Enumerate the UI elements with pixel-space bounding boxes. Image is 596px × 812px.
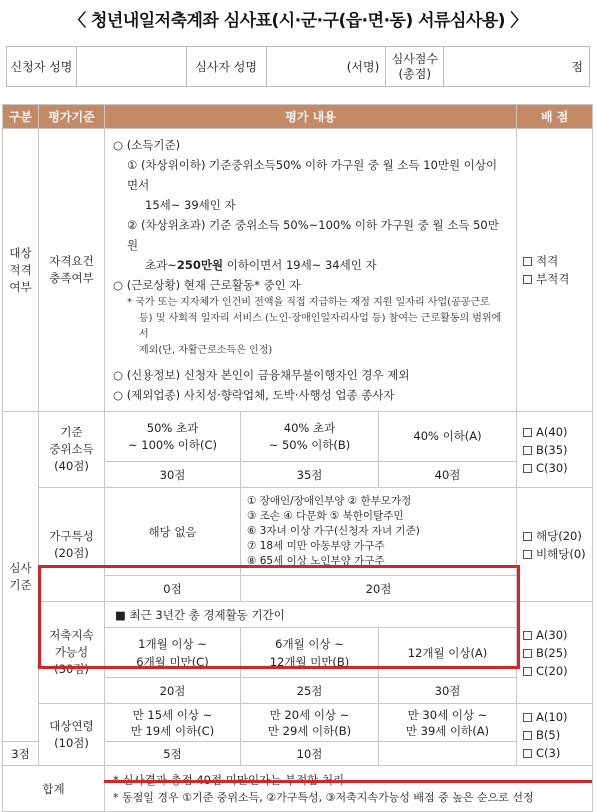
reviewer-name-label: 심사자 성명 xyxy=(186,47,266,87)
credit-info-item: ○ (신용정보) 신청자 본인이 금융채무불이행자인 경우 제외 xyxy=(113,368,410,382)
household-list xyxy=(241,488,517,576)
income-option-a: 40% 이하(A) xyxy=(379,412,517,462)
savings-option-b: 6개월 이상 ~ 12개월 미만(B) xyxy=(241,628,379,678)
age-option-b: 만 20세 이상 ~ 만 29세 이하(B) xyxy=(241,704,379,742)
check-savings-b[interactable] xyxy=(523,644,592,662)
checkbox-icon[interactable] xyxy=(523,713,532,722)
household-score-none: 0점 xyxy=(105,576,241,602)
household-item: ⑧ 65세 이상 노인부양 가구주 xyxy=(247,555,385,567)
check-label: 부적격 xyxy=(536,272,570,286)
checkbox-icon[interactable] xyxy=(523,257,532,266)
checkbox-icon[interactable] xyxy=(523,550,532,559)
income-criterion: 기준 중위소득 (40점) xyxy=(39,412,105,488)
check-household-yes[interactable] xyxy=(523,527,592,545)
checkbox-icon[interactable] xyxy=(523,532,532,541)
check-age-b[interactable] xyxy=(523,726,592,744)
age-score-a: 10점 xyxy=(241,742,379,766)
excluded-industry-item: ○ (제외업종) 사치성·향락업체, 도박·사행성 업종 종사자 xyxy=(113,388,395,402)
signature-label: (서명) xyxy=(346,60,380,74)
check-savings-a[interactable] xyxy=(523,626,592,644)
income-item-1-cont: 15세~ 39세인 자 xyxy=(145,198,236,212)
check-age-a[interactable] xyxy=(523,708,592,726)
score-unit: 점 xyxy=(571,60,583,74)
applicant-name-label: 신청자 성명 xyxy=(7,47,77,87)
total-label: 합계 xyxy=(3,766,105,812)
income-item-1: ① (차상위이하) 기준중위소득50% 이하 가구원 중 월 소득 10만원 이상이면서 xyxy=(127,158,498,192)
checkbox-icon[interactable] xyxy=(523,649,532,658)
check-label: A(30) xyxy=(536,627,568,642)
review-category: 심사 기준 xyxy=(3,412,39,742)
applicant-name-field[interactable] xyxy=(76,47,186,87)
household-item: ③ 조손 ④ 다문화 ⑤ 북한이탈주민 xyxy=(247,510,404,522)
age-checks xyxy=(517,704,593,766)
income-checks xyxy=(517,412,593,488)
check-label: 해당(20) xyxy=(536,528,582,543)
savings-criterion: 저축지속 가능성 (30점) xyxy=(39,602,105,704)
age-option-c: 만 15세 이상 ~ 만 19세 이하(C) xyxy=(105,704,241,742)
check-ineligible[interactable] xyxy=(523,270,592,288)
check-label: C(20) xyxy=(536,663,568,678)
score-label: 심사점수 (총점) xyxy=(386,47,444,87)
total-notes xyxy=(105,766,593,812)
age-criterion: 대상연령 (10점) xyxy=(39,704,105,766)
household-checks xyxy=(517,488,593,602)
household-none: 해당 없음 xyxy=(105,488,241,576)
check-label: 비해당(0) xyxy=(536,546,586,561)
check-label: A(10) xyxy=(536,709,568,724)
household-score-yes: 20점 xyxy=(241,576,517,602)
income-standard-heading: ○ (소득기준) xyxy=(113,138,181,152)
work-note-2: 등) 및 사회적 일자리 서비스 (노인·장애인일자리사업 등) 참여는 근로활동의 범위에서 xyxy=(139,313,502,340)
checkbox-icon[interactable] xyxy=(523,446,532,455)
work-note-1: * 국가 또는 지자체가 인건비 전액을 직접 지급하는 재정 지원 일자리 사업(공공근로 xyxy=(127,297,490,308)
income-score-c: 30점 xyxy=(105,462,241,488)
income-item-2-suffix: 이하이면서 19세~ 34세인 자 xyxy=(223,258,377,272)
eligibility-checks xyxy=(517,129,593,412)
checkbox-icon[interactable] xyxy=(523,464,532,473)
eligibility-criterion: 자격요건 충족여부 xyxy=(39,129,105,412)
reviewer-signature-field[interactable] xyxy=(266,47,386,87)
evaluation-table xyxy=(2,104,593,812)
check-label: 적격 xyxy=(536,254,559,268)
age-option-a: 만 30세 이상 ~ 만 39세 이하(A) xyxy=(379,704,517,742)
check-household-no[interactable] xyxy=(523,545,592,563)
checkbox-icon[interactable] xyxy=(523,667,532,676)
savings-score-c: 20점 xyxy=(105,678,241,704)
header-criterion: 평가기준 xyxy=(39,105,105,129)
check-label: B(5) xyxy=(536,727,561,742)
check-age-c[interactable] xyxy=(523,744,592,762)
header-content: 평가 내용 xyxy=(105,105,517,129)
savings-score-a: 30점 xyxy=(379,678,517,704)
income-item-2: ② (차상위초과) 기준 중위소득 50%~100% 이하 가구원 중 월 소득 50만원 xyxy=(127,218,499,252)
check-label: C(30) xyxy=(536,460,568,475)
check-label: B(35) xyxy=(536,442,568,457)
total-score-field[interactable] xyxy=(444,47,590,87)
page-title: 〈 청년내일저축계좌 심사표(시·군·구(읍·면·동) 서류심사용) 〉 xyxy=(69,11,527,31)
work-note-3: 제외(단, 자활근로소득은 인정) xyxy=(139,345,273,356)
savings-checks xyxy=(517,602,593,704)
check-income-a[interactable] xyxy=(523,423,592,441)
household-item: ① 장애인/장애인부양 ② 한부모가정 xyxy=(247,495,412,507)
savings-note: ■ 최근 3년간 총 경제활동 기간이 xyxy=(105,602,517,628)
household-item: ⑦ 18세 미만 아동부양 가구주 xyxy=(247,540,385,552)
eligibility-category: 대상 적격 여부 xyxy=(3,129,39,412)
checkbox-icon[interactable] xyxy=(523,428,532,437)
income-option-c: 50% 초과 ~ 100% 이하(C) xyxy=(105,412,241,462)
age-score-b: 5점 xyxy=(105,742,241,766)
eligibility-content xyxy=(105,129,517,412)
checkbox-icon[interactable] xyxy=(523,731,532,740)
tiebreak-underline xyxy=(104,780,592,783)
savings-score-b: 25점 xyxy=(241,678,379,704)
total-note-2: * 동점일 경우 ①기준 중위소득, ②가구특성, ③저축지속가능성 배점 중 높은 순으로 선정 xyxy=(113,790,534,804)
check-savings-c[interactable] xyxy=(523,662,592,680)
checkbox-icon[interactable] xyxy=(523,631,532,640)
savings-option-c: 1개월 이상 ~ 6개월 미만(C) xyxy=(105,628,241,678)
checkbox-icon[interactable] xyxy=(523,275,532,284)
applicant-info-table xyxy=(6,46,590,87)
household-criterion: 가구특성 (20점) xyxy=(39,488,105,602)
household-item: ⑥ 3자녀 이상 가구(신청자 자녀 기준) xyxy=(247,525,420,537)
work-status-heading: ○ (근로상황) 현재 근로활동* 중인 자 xyxy=(113,278,301,292)
income-item-2-amount: 250만원 xyxy=(176,258,224,272)
check-label: A(40) xyxy=(536,424,568,439)
check-eligible[interactable] xyxy=(523,252,592,270)
income-item-2-cont xyxy=(113,255,508,275)
header-score: 배 점 xyxy=(517,105,593,129)
checkbox-icon[interactable] xyxy=(523,749,532,758)
header-category: 구분 xyxy=(3,105,39,129)
income-score-a: 40점 xyxy=(379,462,517,488)
income-option-b: 40% 초과 ~ 50% 이하(B) xyxy=(241,412,379,462)
check-income-c[interactable] xyxy=(523,459,592,477)
check-income-b[interactable] xyxy=(523,441,592,459)
check-label: C(3) xyxy=(536,745,561,760)
income-score-b: 35점 xyxy=(241,462,379,488)
savings-option-a: 12개월 이상(A) xyxy=(379,628,517,678)
income-item-2-prefix: 초과~ xyxy=(145,258,177,272)
table-header xyxy=(3,105,593,129)
check-label: B(25) xyxy=(536,645,568,660)
age-score-c: 3점 xyxy=(3,742,39,766)
